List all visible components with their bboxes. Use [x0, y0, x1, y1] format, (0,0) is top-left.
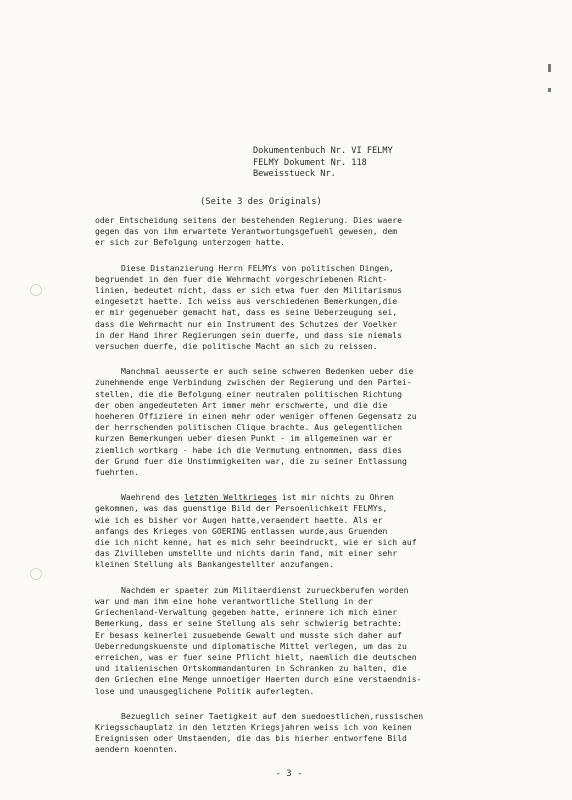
header-line: FELMY Dokument Nr. 118 [253, 157, 367, 168]
text-line: Ereignissen oder Umstaenden, die das bis hierher entworfene Bild [95, 733, 407, 744]
text-line: stellen, die die Befolgung einer neutralen politischen Richtung [95, 388, 402, 399]
page-number [0, 769, 572, 779]
text-line: der herrschenden politischen Clique brachte. Aus gelegentlichen [95, 422, 402, 433]
text-line: gegen das von ihm erwartete Verantwortungsgefuehl gewesen, dem [95, 226, 398, 237]
text-line: ziemlich wortkarg - habe ich die Vermutung entnommen, dass dies [95, 444, 402, 455]
text-line: das Zivilleben umstellte und nichts darin fand, mit einer sehr [95, 548, 398, 559]
text-line: und italienischen Ortskommandanturen in Schranken zu halten, die [95, 663, 407, 674]
text-line: eingesetzt haette. Ich weiss aus verschiedenen Bemerkungen,die [95, 296, 398, 307]
text-line: Manchmal aeusserte er auch seine schweren Bedenken ueber die [121, 366, 414, 377]
paragraph [95, 585, 521, 697]
text-line: zunehmende enge Verbindung zwischen der Regierung und den Partei- [95, 377, 412, 388]
header-line: Beweisstueck Nr. [253, 169, 336, 179]
paragraph [95, 366, 521, 478]
text-line: Bezueglich seiner Taetigkeit auf dem suedoestlichen,russischen [121, 710, 424, 721]
header-line: Dokumentenbuch Nr. VI FELMY [253, 146, 393, 156]
page-number-text: - 3 - [275, 769, 303, 779]
text-line: hoeheren Offiziere in einen mehr oder weniger offenen Gegensatz zu [95, 411, 417, 422]
text-line: versuchen duerfe, die politische Macht an sich zu reissen. [95, 341, 378, 352]
text-line: Bemerkung, dass er seine Stellung als sehr schwierig betrachte: [95, 618, 402, 629]
text-line: Griechenland-Verwaltung gegeben hatte, erinnere ich mich einer [95, 607, 398, 618]
text-line: er mir gegenueber gemacht hat, dass es seine Ueberzeugung sei, [95, 307, 398, 318]
margin-mark [548, 64, 551, 72]
text-line: kleinen Stellung als Bankangestellter anzufangen. [95, 559, 334, 570]
text-line: er sich zur Befolgung unterzogen hatte. [95, 237, 286, 248]
text-line: die ich nicht kenne, hat es mich sehr beeindruckt, wie er sich auf [95, 537, 417, 548]
original-page-note: (Seite 3 des Originals) [200, 197, 322, 207]
text-line: der oben angedeuteten Art immer mehr erschwerte, und die die [95, 399, 388, 410]
text-line: kurzen Bemerkungen ueber diesen Punkt - im allgemeinen war er [95, 433, 393, 444]
text-line: wie ich es bisher vor Augen hatte,veraendert haette. Als er [95, 514, 383, 525]
text-line: Nachdem er spaeter zum Militaerdienst zurueckberufen worden [121, 584, 409, 595]
text-line: der Grund fuer die Unstimmigkeiten war, die zu seiner Entlassung [95, 455, 407, 466]
text-line [95, 492, 521, 503]
document-header [253, 146, 393, 181]
text-line: begruendet in den fuer die Wehrmacht vorgeschriebenen Richt- [95, 273, 388, 284]
text-line: in der Hand ihrer Regierungen sein duerfe, und dass sie niemals [95, 329, 402, 340]
text-line: Er besass keinerlei zusuebende Gewalt und musste sich daher auf [95, 629, 402, 640]
text-line: erreichen, was er fuer seine Pflicht hielt, naemlich die deutschen [95, 651, 417, 662]
text-line: Ueberredungskuenste und diplomatische Mittel verlegen, um das zu [95, 640, 407, 651]
text-line: fuehrten. [95, 467, 139, 478]
text-line: anfangs des Krieges von GOERING entlassen wurde,aus Gruenden [95, 525, 388, 536]
paragraph [95, 215, 521, 249]
text-segment: ist mir nichts zu Ohren [276, 492, 394, 503]
text-line: den Griechen eine Menge unnoetiger Haerten durch eine verstaendnis- [95, 674, 422, 685]
text-line: oder Entscheidung seitens der bestehenden Regierung. Dies waere [95, 215, 402, 225]
underlined-term: letzten Weltkrieges [184, 492, 277, 503]
paragraph [95, 263, 521, 353]
text-line: aendern koennten. [95, 744, 178, 755]
punch-hole-mark [30, 284, 42, 296]
text-line: gekommen, was das guenstige Bild der Persoenlichkeit FELMYs, [95, 503, 388, 514]
document-body [95, 215, 521, 770]
margin-mark [548, 88, 551, 92]
text-line: lose und unausgeglichene Politik auferlegten. [95, 685, 315, 696]
text-line: linien, bedeutet nicht, dass er sich etwa fuer den Militarismus [95, 285, 402, 296]
paragraph [95, 492, 521, 570]
text-line: Diese Distanzierung Herrn FELMYs von politischen Dingen, [121, 262, 394, 273]
paragraph [95, 711, 521, 756]
punch-hole-mark [30, 568, 42, 580]
text-line: war und man ihm eine hohe verantwortliche Stellung in der [95, 595, 373, 606]
text-segment: Waehrend des [121, 492, 185, 503]
text-line: dass die Wehrmacht nur ein Instrument des Schutzes der Voelker [95, 318, 398, 329]
text-line: Kriegsschauplatz in den letzten Kriegsjahren weiss ich von keinen [95, 721, 412, 732]
